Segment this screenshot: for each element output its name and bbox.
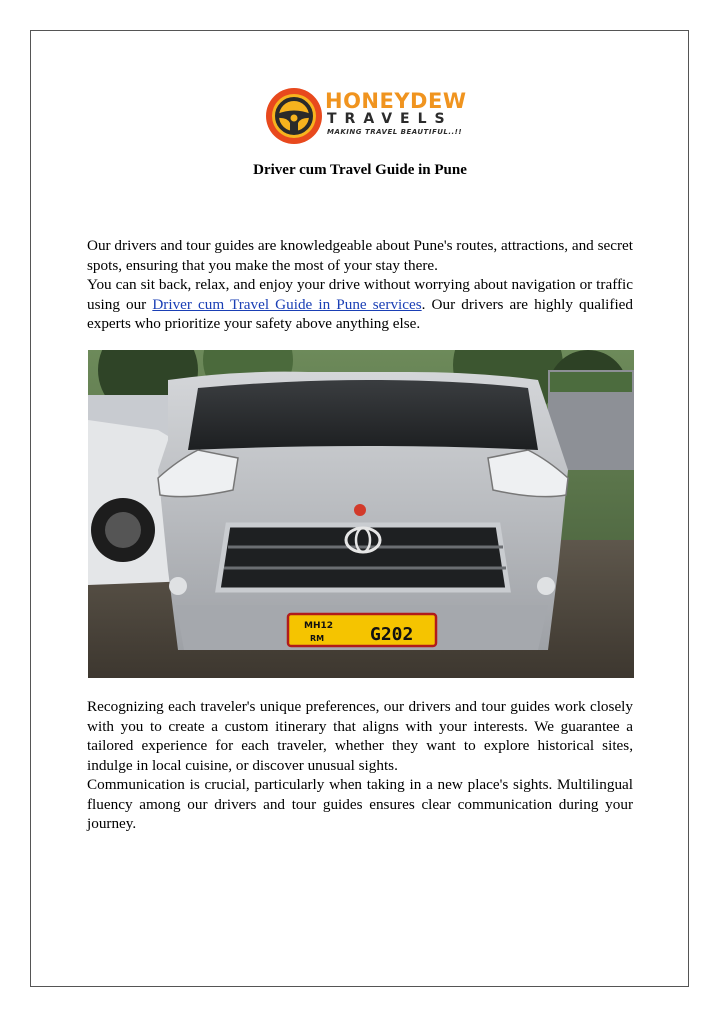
services-link[interactable]: Driver cum Travel Guide in Pune services [152, 295, 422, 313]
body-paragraph-2: Communication is crucial, particularly when taking in a new place's sights. Multilingual fluency among our drivers and tour guides ensures clear communication during your journey. [87, 776, 633, 832]
intro-text-before-link: You can sit back, relax, and enjoy your drive without worrying about navigation or traffic using our [87, 276, 633, 313]
company-logo [265, 86, 485, 146]
intro-text-after-link: . Our drivers are highly qualified experts who prioritize your safety above anything else. [87, 295, 633, 332]
plate-line-2: RM [310, 634, 325, 643]
car-photo [88, 350, 634, 678]
steering-wheel-icon [265, 87, 323, 145]
logo-sub-text: TRAVELS [327, 111, 453, 127]
intro-paragraph [87, 236, 633, 334]
body-paragraph [87, 697, 633, 834]
page-title: Driver cum Travel Guide in Pune [253, 162, 467, 178]
plate-number: G202 [370, 624, 414, 645]
logo-tagline: MAKING TRAVEL BEAUTIFUL..!! [327, 128, 463, 136]
plate-line-1: MH12 [304, 621, 334, 631]
car-illustration [88, 350, 634, 678]
logo-brand-text: HONEYDEW [325, 89, 467, 113]
body-paragraph-1: Recognizing each traveler's unique preferences, our drivers and tour guides work closely with you to create a custom itinerary that aligns with your interests. We guarantee a tailored experience for each traveler, whether they want to explore historical sites, indulge in local cuisine, or discover unusual sights. [87, 698, 633, 774]
intro-line-2 [87, 275, 633, 334]
intro-line-1: Our drivers and tour guides are knowledgeable about Pune's routes, attractions, and secret spots, ensuring that you make the most of your stay there. [87, 237, 633, 274]
